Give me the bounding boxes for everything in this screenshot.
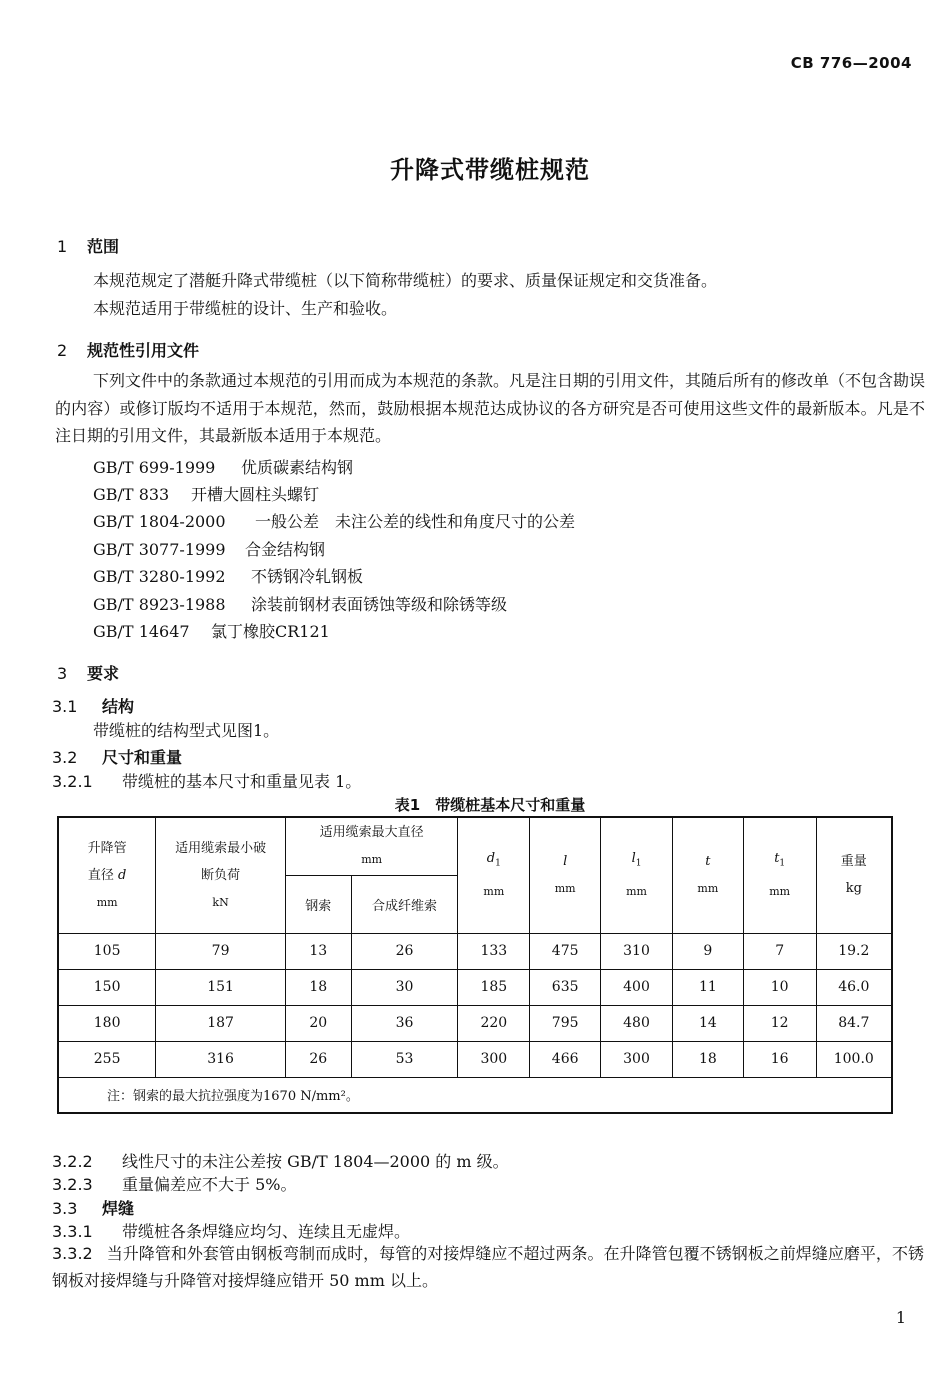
table-note: 注：钢索的最大抗拉强度为1670 N/mm²。: [58, 1077, 892, 1113]
table-row: 105 79 13 26 133 475 310 9 7 19.2: [58, 933, 892, 969]
reference-code: GB/T 3077-1999: [93, 540, 226, 559]
header-synthetic-rope: 合成纤维索: [351, 875, 458, 933]
header-min-breaking-load: 适用缆索最小破 断负荷 kN: [156, 817, 286, 933]
reference-title: 一般公差 未注公差的线性和角度尺寸的公差: [255, 512, 576, 531]
table-caption: 表1 带缆桩基本尺寸和重量: [394, 796, 586, 814]
clause-text: 重量偏差应不大于 5%。: [122, 1175, 297, 1194]
clause-3-3-1: [52, 1219, 410, 1242]
clause-text: 带缆桩各条焊缝应均匀、连续且无虚焊。: [122, 1222, 411, 1241]
reference-item: [93, 537, 325, 560]
reference-code: GB/T 699-1999: [93, 458, 216, 477]
table-row: 255 316 26 53 300 466 300 18 16 100.0: [58, 1041, 892, 1077]
reference-code: GB/T 833: [93, 485, 170, 504]
reference-title: 氯丁橡胶CR121: [211, 622, 330, 641]
section-title: 范围: [87, 237, 120, 256]
reference-code: GB/T 14647: [93, 622, 190, 641]
table-row: 150 151 18 30 185 635 400 11 10 46.0: [58, 969, 892, 1005]
subsection-3-2-heading: [52, 745, 182, 768]
section-3-heading: [57, 661, 119, 684]
section-number: 1: [57, 237, 68, 256]
clause-number: 3.2.1: [52, 772, 93, 791]
clause-number: 3.3.2: [52, 1244, 93, 1263]
section-2-paragraph: 下列文件中的条款通过本规范的引用而成为本规范的条款。凡是注日期的引用文件，其随后所有的修改单（不包含勘误的内容）或修订版均不适用于本规范，然而，鼓励根据本规范达成协议的各方研究是否可使用这些文件的最新版本。凡是不注日期的引用文件，其最新版本适用于本规范。: [55, 371, 926, 445]
dimensions-weight-table: [57, 816, 893, 1114]
reference-item: [93, 509, 575, 532]
header-d1: $d_1$ mm: [458, 817, 530, 933]
section-1-heading: [57, 234, 119, 257]
reference-item: [93, 455, 353, 478]
header-t1: $t_1$ mm: [743, 817, 816, 933]
clause-number: 3.3.1: [52, 1222, 93, 1241]
reference-title: 优质碳素结构钢: [241, 458, 354, 477]
clause-text: 线性尺寸的未注公差按 GB/T 1804—2000 的 m 级。: [122, 1152, 509, 1171]
reference-item: [93, 619, 330, 642]
section-title: 规范性引用文件: [87, 341, 200, 360]
header-pipe-diameter: 升降管 直径 d mm: [58, 817, 156, 933]
clause-3-2-2: [52, 1149, 509, 1172]
standard-number: CB 776—2004: [790, 54, 912, 72]
document-title: 升降式带缆桩规范: [390, 156, 590, 184]
header-l1: $l_1$ mm: [601, 817, 673, 933]
table-row: 180 187 20 36 220 795 480 14 12 84.7: [58, 1005, 892, 1041]
subsection-title: 尺寸和重量: [102, 748, 183, 767]
section-number: 3: [57, 664, 68, 683]
reference-code: GB/T 8923-1988: [93, 595, 226, 614]
page-number: 1: [895, 1308, 906, 1327]
section-1-paragraph-2: 本规范适用于带缆桩的设计、生产和验收。: [93, 299, 398, 318]
reference-item: [93, 564, 363, 587]
header-max-rope-diameter: 适用缆索最大直径 mm: [285, 817, 458, 875]
subsection-3-3-heading: [52, 1196, 134, 1219]
section-2-heading: [57, 338, 199, 361]
subsection-3-1-text: 带缆桩的结构型式见图1。: [93, 721, 280, 740]
clause-text: 当升降管和外套管由钢板弯制而成时，每管的对接焊缝应不超过两条。在升降管包覆不锈钢板之前焊缝应磨平，不锈钢板对接焊缝与升降管对接焊缝应错开 50 mm 以上。: [52, 1244, 924, 1290]
clause-3-2-1: [52, 769, 361, 792]
header-l: l mm: [530, 817, 601, 933]
reference-title: 涂装前钢材表面锈蚀等级和除锈等级: [251, 595, 508, 614]
reference-code: GB/T 3280-1992: [93, 567, 226, 586]
section-title: 要求: [87, 664, 120, 683]
subsection-title: 结构: [102, 697, 135, 716]
subsection-number: 3.1: [52, 697, 78, 716]
section-number: 2: [57, 341, 68, 360]
clause-text: 带缆桩的基本尺寸和重量见表 1。: [122, 772, 362, 791]
header-steel-rope: 钢索: [285, 875, 351, 933]
clause-number: 3.2.2: [52, 1152, 93, 1171]
subsection-title: 焊缝: [102, 1199, 135, 1218]
clause-number: 3.2.3: [52, 1175, 93, 1194]
clause-3-2-3: [52, 1172, 296, 1195]
reference-title: 不锈钢冷轧钢板: [251, 567, 364, 586]
reference-item: [93, 592, 507, 615]
clause-3-3-2: [52, 1240, 924, 1294]
subsection-3-1-heading: [52, 694, 134, 717]
subsection-number: 3.2: [52, 748, 78, 767]
reference-title: 开槽大圆柱头螺钉: [191, 485, 320, 504]
reference-code: GB/T 1804-2000: [93, 512, 226, 531]
section-1-paragraph-1: 本规范规定了潜艇升降式带缆桩（以下简称带缆桩）的要求、质量保证规定和交货准备。: [93, 271, 718, 290]
header-weight: 重量 kg: [816, 817, 892, 933]
header-t: t mm: [672, 817, 743, 933]
reference-item: [93, 482, 319, 505]
reference-title: 合金结构钢: [245, 540, 326, 559]
subsection-number: 3.3: [52, 1199, 78, 1218]
